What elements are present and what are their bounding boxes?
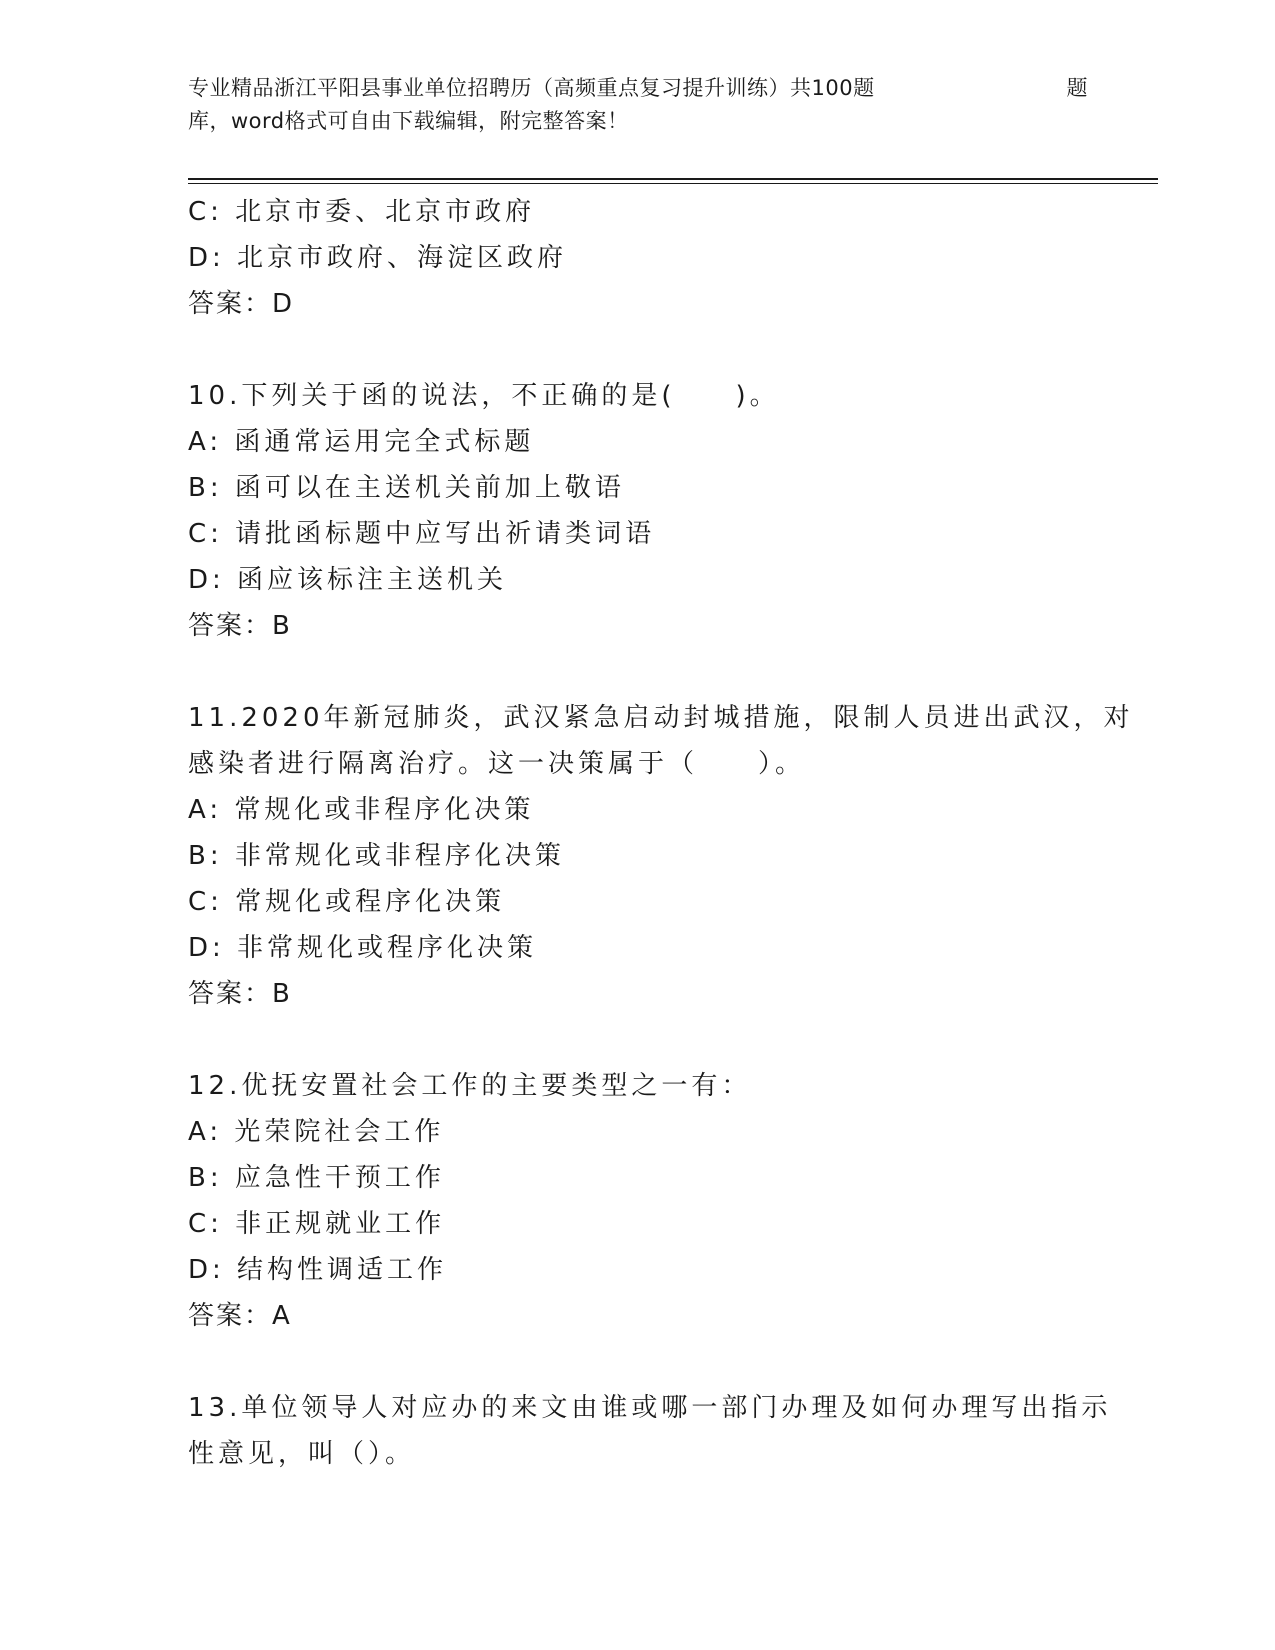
question-stem: 12.优抚安置社会工作的主要类型之一有： bbox=[188, 1071, 752, 1101]
option-c: C: 常规化或程序化决策 bbox=[188, 887, 506, 917]
option-d: D: 函应该标注主送机关 bbox=[188, 565, 508, 595]
header-line-2: 库，word格式可自由下载编辑，附完整答案！ bbox=[188, 109, 629, 133]
spacer bbox=[188, 327, 1088, 373]
question-stem-line-1: 11.2020年新冠肺炎，武汉紧急启动封城措施，限制人员进出武汉，对 bbox=[188, 703, 1134, 733]
option-a: A: 常规化或非程序化决策 bbox=[188, 795, 535, 825]
document-header bbox=[188, 72, 1088, 138]
option-d: D: 结构性调适工作 bbox=[188, 1255, 448, 1285]
question-stem-line-2: 感染者进行隔离治疗。这一决策属于（ ）。 bbox=[188, 749, 806, 779]
header-title: 专业精品浙江平阳县事业单位招聘历（高频重点复习提升训练）共100题 bbox=[188, 76, 875, 100]
header-title-wrap: 题 bbox=[1066, 76, 1088, 100]
question-list bbox=[188, 189, 1134, 1477]
option-b: B: 非常规化或非程序化决策 bbox=[188, 841, 565, 871]
spacer bbox=[188, 649, 1088, 695]
option-c: C: 非正规就业工作 bbox=[188, 1209, 446, 1239]
question-stem: 10.下列关于函的说法，不正确的是( )。 bbox=[188, 381, 780, 411]
spacer bbox=[188, 1339, 1088, 1385]
question-stem-line-1: 13.单位领导人对应办的来文由谁或哪一部门办理及如何办理写出指示 bbox=[188, 1393, 1112, 1423]
question-stem-line-2: 性意见，叫（）。 bbox=[188, 1439, 416, 1469]
header-rule-thin bbox=[188, 183, 1158, 184]
option-a: A: 光荣院社会工作 bbox=[188, 1117, 445, 1147]
option-b: B: 函可以在主送机关前加上敬语 bbox=[188, 473, 625, 503]
header-rule-thick bbox=[188, 178, 1158, 180]
answer-label: 答案：A bbox=[188, 1301, 292, 1331]
header-line-1 bbox=[188, 72, 1088, 105]
option-d: D: 非常规化或程序化决策 bbox=[188, 933, 538, 963]
option-c: C: 北京市委、北京市政府 bbox=[188, 197, 536, 227]
option-a: A: 函通常运用完全式标题 bbox=[188, 427, 535, 457]
option-c: C: 请批函标题中应写出祈请类词语 bbox=[188, 519, 656, 549]
answer-label: 答案：B bbox=[188, 979, 292, 1009]
answer-label: 答案：B bbox=[188, 611, 292, 641]
answer-label: 答案：D bbox=[188, 289, 295, 319]
option-b: B: 应急性干预工作 bbox=[188, 1163, 445, 1193]
spacer bbox=[188, 1017, 1088, 1063]
option-d: D: 北京市政府、海淀区政府 bbox=[188, 243, 568, 273]
